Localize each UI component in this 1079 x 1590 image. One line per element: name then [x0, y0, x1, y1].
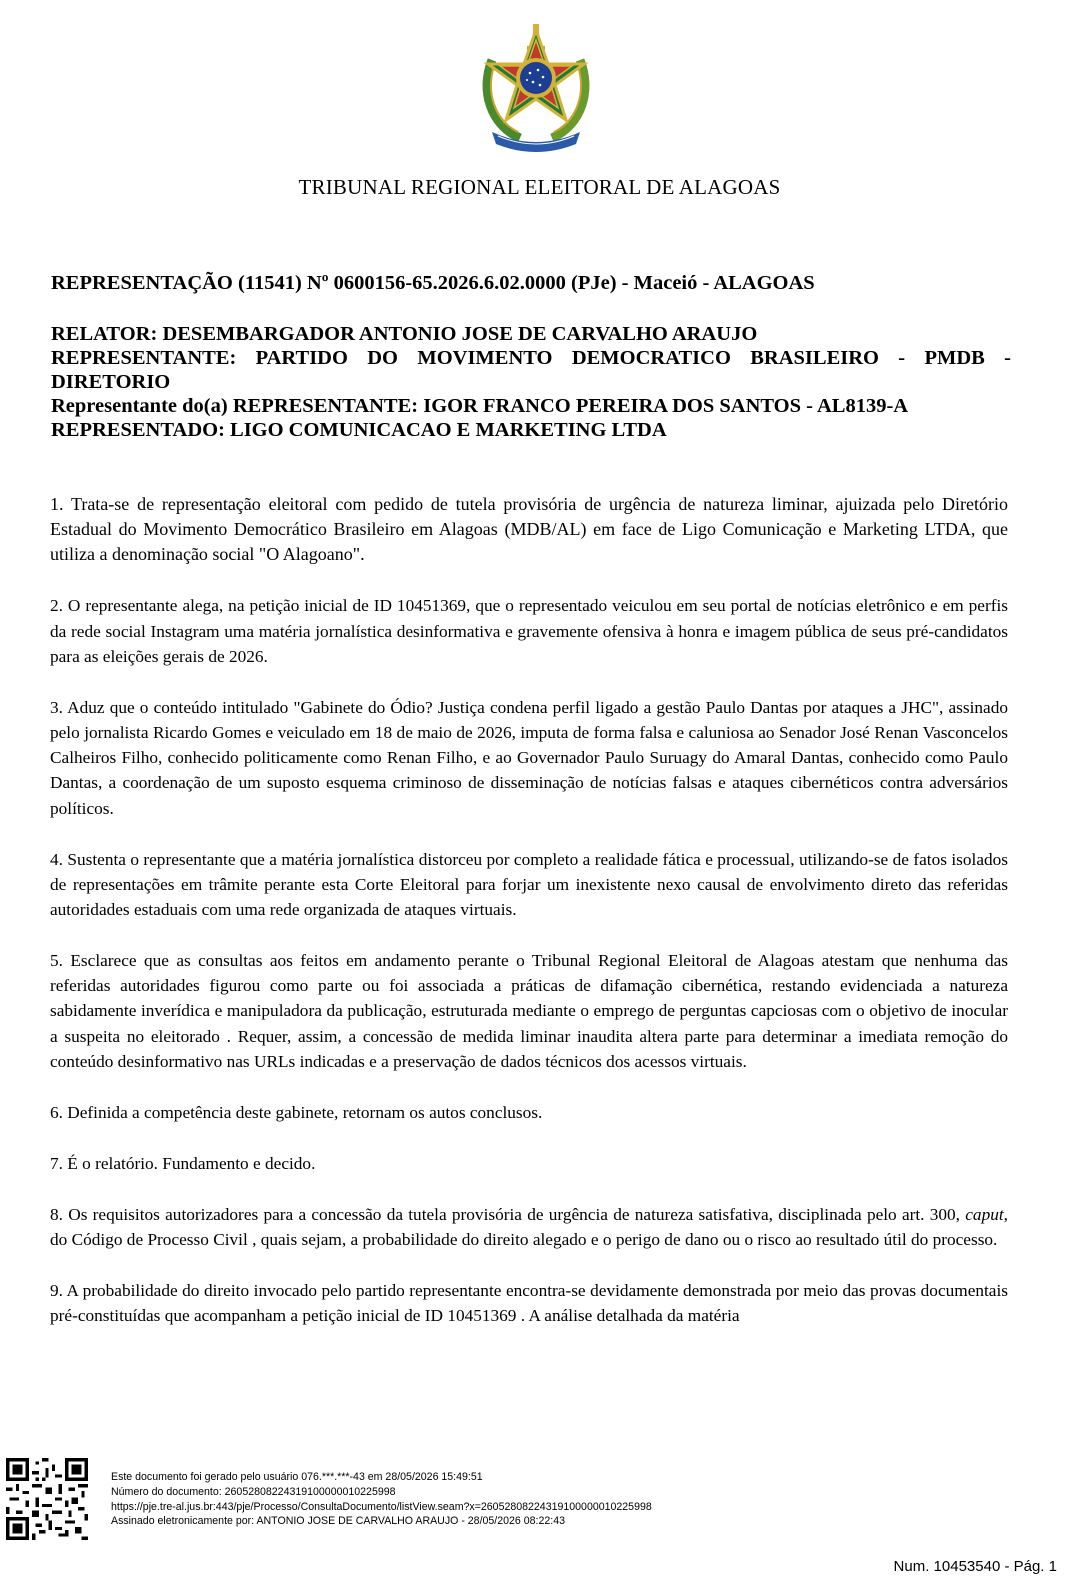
- case-title: REPRESENTAÇÃO (11541) Nº 0600156-65.2026.6.02.0000 (PJe) - Maceió - ALAGOAS: [51, 272, 815, 294]
- decision-body: [50, 492, 1008, 1354]
- paragraph-text: , do Código de Processo Civil , quais sejam, a probabilidade do direito alegado e o perigo de dano ou o risco ao resultado útil do processo.: [50, 1204, 1008, 1250]
- paragraph-italic-text: caput: [965, 1204, 1004, 1224]
- paragraph: 1. Trata-se de representação eleitoral com pedido de tutela provisória de urgência de natureza liminar, ajuizada pelo Diretório Estadual do Movimento Democrático Brasileiro em Alagoas (MDB/AL) em face de Ligo Comunicação e Marketing LTDA, que utiliza a denominação social "O Alagoano".: [50, 494, 1008, 565]
- qr-code-icon[interactable]: [6, 1458, 88, 1540]
- paragraph: 7. É o relatório. Fundamento e decido.: [50, 1153, 316, 1173]
- brazil-coat-of-arms-icon: [472, 20, 600, 152]
- relator-line: RELATOR: DESEMBARGADOR ANTONIO JOSE DE CARVALHO ARAUJO: [51, 323, 758, 345]
- paragraph: 6. Definida a competência deste gabinete, retornam os autos conclusos.: [50, 1102, 543, 1122]
- paragraph-text: 8. Os requisitos autorizadores para a concessão da tutela provisória de urgência de natureza satisfativa, disciplinada pelo art. 300,: [50, 1204, 966, 1224]
- paragraph: 9. A probabilidade do direito invocado pelo partido representante encontra-se devidamente demonstrada por meio das provas documentais pré-constituídas que acompanham a petição inicial de ID 10451369 . A análise detalhada da matéria: [50, 1281, 1008, 1326]
- paragraph: 4. Sustenta o representante que a matéria jornalística distorceu por completo a realidade fática e processual, utilizando-se de fatos isolados de representações em trâmite perante esta Corte Eleitoral para forjar um inexistente nexo causal de envolvimento direto das referidas autoridades estaduais com uma rede organizada de ataques virtuais.: [50, 849, 1008, 920]
- footer-generated-line: Este documento foi gerado pelo usuário 076.***.***-43 em 28/05/2026 15:49:51: [111, 1471, 483, 1483]
- footer-signature: Assinado eletronicamente por: ANTONIO JOSE DE CARVALHO ARAUJO - 28/05/2026 08:22:43: [111, 1515, 565, 1528]
- paragraph: 5. Esclarece que as consultas aos feitos em andamento perante o Tribunal Regional Eleitoral de Alagoas atestam que nenhuma das referidas autoridades figurou como parte ou foi associada a práticas de difamação cibernética, restando evidenciada a natureza sabidamente inverídica e manipuladora da publicação, estruturada mediante o emprego de perguntas capciosas com o objetivo de inocular a suspeita no eleitorado . Requer, assim, a concessão de medida liminar inaudita altera parte para determinar a imediata remoção do conteúdo desinformativo nas URLs indicadas e a preservação de dados técnicos dos acessos virtuais.: [50, 951, 1008, 1071]
- footer-url[interactable]: https://pje.tre-al.jus.br:443/pje/Processo/ConsultaDocumento/listView.seam?x=26052808224319100000010225998: [111, 1500, 652, 1513]
- representado-line: REPRESENTADO: LIGO COMUNICACAO E MARKETING LTDA: [51, 419, 667, 441]
- advogado-line: Representante do(a) REPRESENTANTE: IGOR FRANCO PEREIRA DOS SANTOS - AL8139-A: [51, 395, 909, 417]
- paragraph: [50, 1202, 1008, 1252]
- paragraph: 2. O representante alega, na petição inicial de ID 10451369, que o representado veiculou em seu portal de notícias eletrônico e em perfis da rede social Instagram uma matéria jornalística desinformativa e gravemente ofensiva à honra e imagem pública de seus pré-candidatos para as eleições gerais de 2026.: [50, 596, 1008, 666]
- paragraph: 3. Aduz que o conteúdo intitulado "Gabinete do Ódio? Justiça condena perfil ligado a gestão Paulo Dantas por ataques a JHC", assinado pelo jornalista Ricardo Gomes e veiculado em 18 de maio de 2026, imputa de forma falsa e caluniosa ao Senador José Renan Vasconcelos Calheiros Filho, conhecido politicamente como Renan Filho, e ao Governador Paulo Suruagy do Amaral Dantas, conhecido como Paulo Dantas, a coordenação de um suposto esquema criminoso de disseminação de notícias falsas e ataques cibernéticos contra adversários políticos.: [50, 697, 1008, 818]
- footer-info: [111, 1470, 831, 1529]
- footer-document-number: Número do documento: 26052808224319100000010225998: [111, 1485, 396, 1498]
- court-name: TRIBUNAL REGIONAL ELEITORAL DE ALAGOAS: [298, 175, 781, 199]
- representante-line: REPRESENTANTE: PARTIDO DO MOVIMENTO DEMOCRATICO BRASILEIRO - PMDB - DIRETORIO: [51, 347, 1011, 393]
- page-number: Num. 10453540 - Pág. 1: [893, 1558, 1057, 1575]
- case-parties: [51, 322, 1011, 442]
